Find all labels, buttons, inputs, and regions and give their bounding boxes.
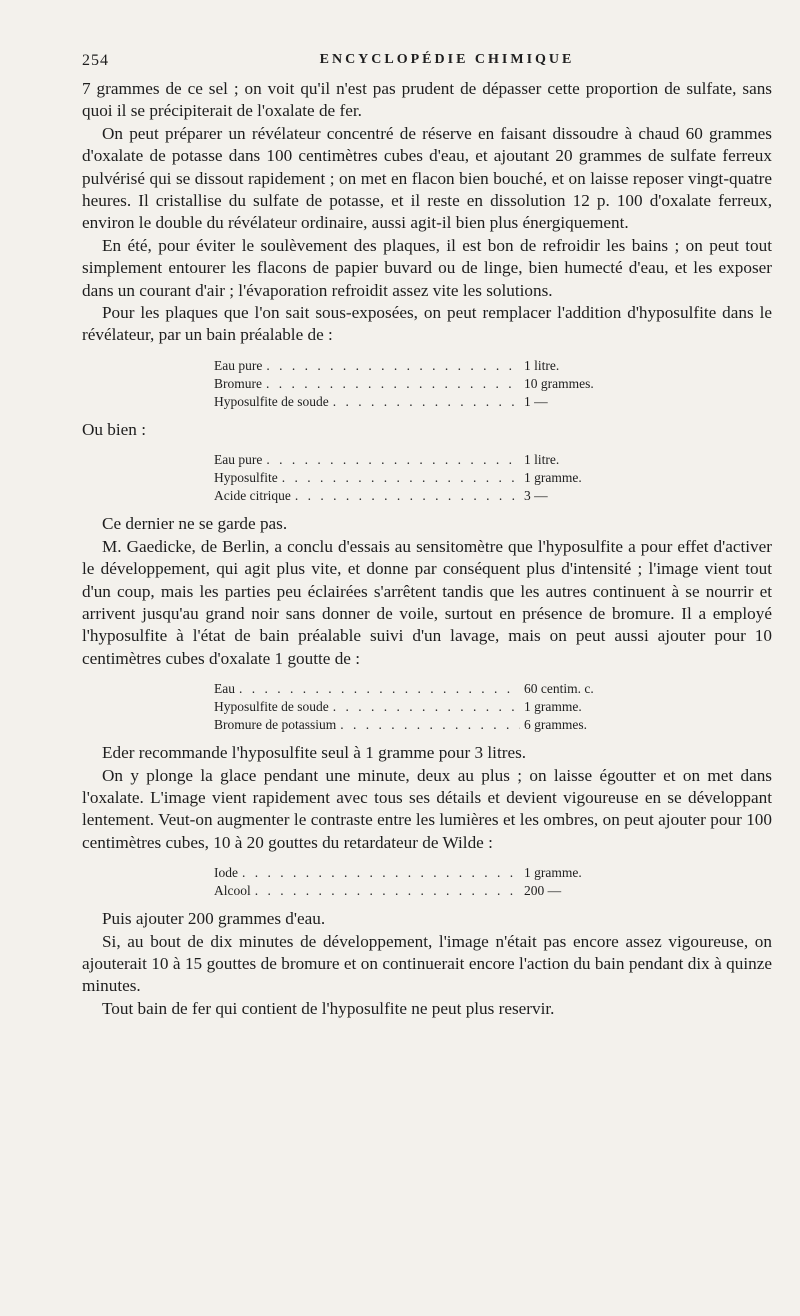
paragraph: Puis ajouter 200 grammes d'eau. xyxy=(102,909,326,929)
ingredient-qty: 1 — xyxy=(524,393,548,409)
recipe-row xyxy=(214,680,634,698)
ingredient-name: Eau xyxy=(214,681,235,697)
recipe-row xyxy=(214,375,634,393)
or-text: Ou bien : xyxy=(82,419,146,439)
recipe-row xyxy=(214,716,634,734)
paragraph: Si, au bout de dix minutes de développement, l'image n'était pas encore assez vigoureuse, on ajouterait 10 à 15 gouttes de bromure et on continuerait encore l'action du bain pendant dix à quinze minutes. xyxy=(82,931,772,996)
ingredient-name: Iode xyxy=(214,865,238,881)
recipe-row xyxy=(214,487,634,505)
recipe-row xyxy=(214,882,634,900)
paragraph: Ce dernier ne se garde pas. xyxy=(102,514,288,534)
recipe-row xyxy=(214,864,634,882)
body-text xyxy=(82,78,772,347)
or-line xyxy=(82,419,772,441)
ingredient-qty: 1 gramme. xyxy=(524,865,582,881)
paragraph: Tout bain de fer qui contient de l'hyposulfite ne peut plus reservir. xyxy=(102,998,555,1018)
recipe-table-3 xyxy=(214,680,634,734)
recipe-row xyxy=(214,469,634,487)
ingredient-qty: 1 gramme. xyxy=(524,699,582,715)
ingredient-name: Acide citrique xyxy=(214,488,291,504)
recipe-row xyxy=(214,357,634,375)
ingredient-name: Bromure xyxy=(214,375,262,391)
body-text xyxy=(82,742,772,854)
running-title: ENCYCLOPÉDIE CHIMIQUE xyxy=(319,52,575,67)
body-text xyxy=(82,513,772,670)
recipe-row xyxy=(214,451,634,469)
paragraph: Pour les plaques que l'on sait sous-exposées, on peut remplacer l'addition d'hyposulfite dans le révélateur, par un bain préalable de : xyxy=(82,303,772,345)
ingredient-qty: 1 litre. xyxy=(524,452,560,468)
page-header xyxy=(82,52,772,78)
recipe-table-4 xyxy=(214,864,634,900)
ingredient-qty: 10 grammes. xyxy=(524,375,594,391)
body-text xyxy=(82,908,772,1020)
recipe-table-1 xyxy=(214,357,634,411)
paragraph: En été, pour éviter le soulèvement des plaques, il est bon de refroidir les bains ; on peut tout simplement entourer les flacons de papier buvard ou de linge, bien humecté d'eau, et les exposer dans un courant d'air ; l'évaporation refroidit assez vite les solutions. xyxy=(82,235,772,300)
paragraph: On peut préparer un révélateur concentré de réserve en faisant dissoudre à chaud 60 grammes d'oxalate de potasse dans 100 centimètres cubes d'eau, et ajoutant 20 grammes de sulfate ferreux pulvérisé qui se dissout rapidement ; on met en flacon bien bouché, et on laisse reposer vingt-quatre heures. Il cristallise du sulfate de potasse, et il reste en dissolution 12 p. 100 d'oxalate ferreux, environ le double du révélateur ordinaire, aussi agit-il bien plus énergiquement. xyxy=(82,123,772,233)
ingredient-qty: 1 gramme. xyxy=(524,470,582,486)
ingredient-qty: 6 grammes. xyxy=(524,717,587,733)
recipe-row xyxy=(214,393,634,411)
ingredient-name: Hyposulfite de soude xyxy=(214,393,329,409)
paragraph: Eder recommande l'hyposulfite seul à 1 gramme pour 3 litres. xyxy=(102,743,527,763)
paragraph: 7 grammes de ce sel ; on voit qu'il n'est pas prudent de dépasser cette proportion de sulfate, sans quoi il se précipiterait de l'oxalate de fer. xyxy=(82,79,772,121)
ingredient-name: Hyposulfite xyxy=(214,470,278,486)
ingredient-name: Alcool xyxy=(214,883,251,899)
ingredient-name: Eau pure xyxy=(214,452,263,468)
paragraph: M. Gaedicke, de Berlin, a conclu d'essais au sensitomètre que l'hyposulfite a pour effet d'activer le développement, qui agit plus vite, et donne par conséquent plus d'intensité ; l'image vient tout d'un coup, mais les parties peu éclairées s'arrêtent tandis que les autres continuent à se nourrir et arrivent jusqu'au grand noir sans donner de voile, surtout en présence de bromure. Il a employé l'hyposulfite à l'état de bain préalable suivi d'un lavage, mais on peut aussi ajouter pour 10 centimètres cubes d'oxalate 1 goutte de : xyxy=(82,536,772,668)
ingredient-name: Eau pure xyxy=(214,357,263,373)
ingredient-name: Hyposulfite de soude xyxy=(214,699,329,715)
page-number: 254 xyxy=(82,52,109,69)
ingredient-qty: 1 litre. xyxy=(524,357,560,373)
recipe-table-2 xyxy=(214,451,634,505)
paragraph: On y plonge la glace pendant une minute, deux au plus ; on laisse égoutter et on met dans l'oxalate. L'image vient rapidement avec tous ses détails et devient vigoureuse en se développant lentement. Veut-on augmenter le contraste entre les lumières et les ombres, on peut ajouter pour 100 centimètres cubes, 10 à 20 gouttes du retardateur de Wilde : xyxy=(82,765,772,852)
recipe-row xyxy=(214,698,634,716)
ingredient-qty: 60 centim. c. xyxy=(524,681,594,697)
ingredient-name: Bromure de potassium xyxy=(214,717,337,733)
ingredient-qty: 3 — xyxy=(524,488,548,504)
ingredient-qty: 200 — xyxy=(524,883,562,899)
